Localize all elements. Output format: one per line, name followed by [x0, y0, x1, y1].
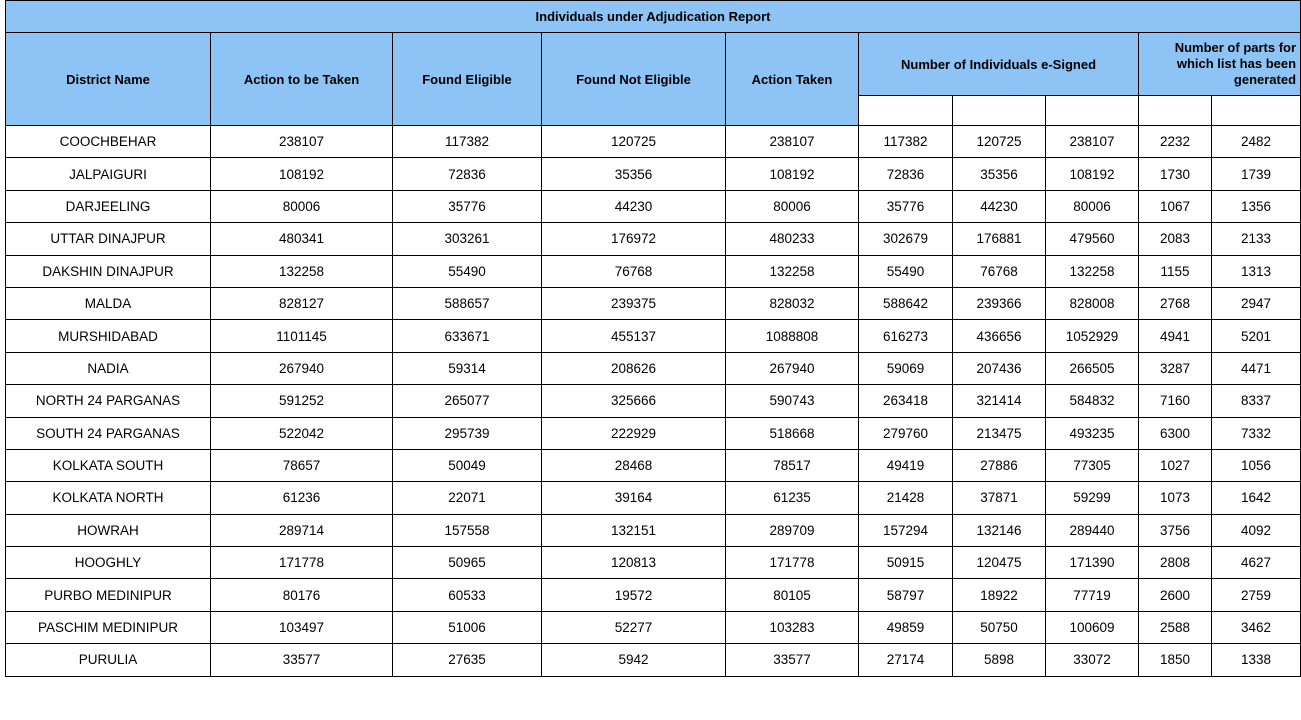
value-cell: 80006	[726, 190, 859, 222]
value-cell: 828008	[1046, 287, 1139, 319]
value-cell: 171778	[211, 547, 393, 579]
value-cell: 37871	[953, 482, 1046, 514]
value-cell: 132258	[1046, 255, 1139, 287]
value-cell: 1101145	[211, 320, 393, 352]
value-cell: 72836	[393, 158, 542, 190]
value-cell: 2232	[1139, 126, 1212, 158]
value-cell: 302679	[859, 223, 953, 255]
value-cell: 171390	[1046, 547, 1139, 579]
value-cell: 5942	[542, 644, 726, 676]
value-cell: 4941	[1139, 320, 1212, 352]
value-cell: 72836	[859, 158, 953, 190]
value-cell: 1313	[1212, 255, 1301, 287]
subheader-parts-1	[1139, 96, 1212, 126]
value-cell: 132146	[953, 514, 1046, 546]
value-cell: 108192	[211, 158, 393, 190]
value-cell: 2759	[1212, 579, 1301, 611]
header-esigned: Number of Individuals e-Signed	[859, 33, 1139, 96]
table-row	[6, 611, 1301, 643]
value-cell: 522042	[211, 417, 393, 449]
value-cell: 80006	[1046, 190, 1139, 222]
table-row	[6, 352, 1301, 384]
value-cell: 60533	[393, 579, 542, 611]
value-cell: 50049	[393, 449, 542, 481]
value-cell: 2133	[1212, 223, 1301, 255]
district-name-cell: JALPAIGURI	[6, 158, 211, 190]
table-row	[6, 320, 1301, 352]
value-cell: 222929	[542, 417, 726, 449]
value-cell: 59299	[1046, 482, 1139, 514]
value-cell: 120475	[953, 547, 1046, 579]
value-cell: 4092	[1212, 514, 1301, 546]
value-cell: 436656	[953, 320, 1046, 352]
value-cell: 52277	[542, 611, 726, 643]
value-cell: 51006	[393, 611, 542, 643]
district-name-cell: PURBO MEDINIPUR	[6, 579, 211, 611]
value-cell: 1155	[1139, 255, 1212, 287]
value-cell: 616273	[859, 320, 953, 352]
value-cell: 303261	[393, 223, 542, 255]
value-cell: 493235	[1046, 417, 1139, 449]
table-row	[6, 579, 1301, 611]
value-cell: 1739	[1212, 158, 1301, 190]
value-cell: 22071	[393, 482, 542, 514]
value-cell: 103497	[211, 611, 393, 643]
table-row	[6, 417, 1301, 449]
value-cell: 279760	[859, 417, 953, 449]
value-cell: 295739	[393, 417, 542, 449]
table-row	[6, 126, 1301, 158]
value-cell: 76768	[953, 255, 1046, 287]
subheader-esigned-1	[859, 96, 953, 126]
value-cell: 1088808	[726, 320, 859, 352]
value-cell: 50750	[953, 611, 1046, 643]
value-cell: 132151	[542, 514, 726, 546]
value-cell: 266505	[1046, 352, 1139, 384]
value-cell: 289440	[1046, 514, 1139, 546]
value-cell: 267940	[211, 352, 393, 384]
value-cell: 828032	[726, 287, 859, 319]
table-row	[6, 514, 1301, 546]
value-cell: 171778	[726, 547, 859, 579]
value-cell: 55490	[859, 255, 953, 287]
district-name-cell: NADIA	[6, 352, 211, 384]
value-cell: 3756	[1139, 514, 1212, 546]
value-cell: 325666	[542, 385, 726, 417]
value-cell: 588642	[859, 287, 953, 319]
value-cell: 19572	[542, 579, 726, 611]
value-cell: 289709	[726, 514, 859, 546]
value-cell: 455137	[542, 320, 726, 352]
value-cell: 239366	[953, 287, 1046, 319]
value-cell: 828127	[211, 287, 393, 319]
value-cell: 7332	[1212, 417, 1301, 449]
value-cell: 2808	[1139, 547, 1212, 579]
value-cell: 108192	[1046, 158, 1139, 190]
table-row	[6, 223, 1301, 255]
value-cell: 18922	[953, 579, 1046, 611]
value-cell: 4471	[1212, 352, 1301, 384]
value-cell: 21428	[859, 482, 953, 514]
report-title: Individuals under Adjudication Report	[6, 1, 1301, 33]
value-cell: 5201	[1212, 320, 1301, 352]
value-cell: 120813	[542, 547, 726, 579]
value-cell: 28468	[542, 449, 726, 481]
value-cell: 33577	[211, 644, 393, 676]
value-cell: 238107	[1046, 126, 1139, 158]
value-cell: 50915	[859, 547, 953, 579]
district-name-cell: SOUTH 24 PARGANAS	[6, 417, 211, 449]
value-cell: 6300	[1139, 417, 1212, 449]
value-cell: 176972	[542, 223, 726, 255]
value-cell: 55490	[393, 255, 542, 287]
adjudication-report	[5, 0, 1297, 677]
value-cell: 61236	[211, 482, 393, 514]
value-cell: 1356	[1212, 190, 1301, 222]
value-cell: 132258	[726, 255, 859, 287]
value-cell: 108192	[726, 158, 859, 190]
value-cell: 35356	[953, 158, 1046, 190]
value-cell: 120725	[953, 126, 1046, 158]
value-cell: 157558	[393, 514, 542, 546]
value-cell: 1642	[1212, 482, 1301, 514]
value-cell: 238107	[211, 126, 393, 158]
value-cell: 1067	[1139, 190, 1212, 222]
value-cell: 117382	[859, 126, 953, 158]
value-cell: 590743	[726, 385, 859, 417]
report-table	[5, 0, 1301, 677]
value-cell: 1073	[1139, 482, 1212, 514]
value-cell: 120725	[542, 126, 726, 158]
header-action-to-be-taken: Action to be Taken	[211, 33, 393, 126]
district-name-cell: PURULIA	[6, 644, 211, 676]
value-cell: 588657	[393, 287, 542, 319]
value-cell: 132258	[211, 255, 393, 287]
value-cell: 2768	[1139, 287, 1212, 319]
value-cell: 591252	[211, 385, 393, 417]
value-cell: 1850	[1139, 644, 1212, 676]
table-row	[6, 158, 1301, 190]
district-name-cell: PASCHIM MEDINIPUR	[6, 611, 211, 643]
value-cell: 35356	[542, 158, 726, 190]
value-cell: 3462	[1212, 611, 1301, 643]
value-cell: 176881	[953, 223, 1046, 255]
value-cell: 2600	[1139, 579, 1212, 611]
value-cell: 321414	[953, 385, 1046, 417]
header-found-eligible: Found Eligible	[393, 33, 542, 126]
value-cell: 78657	[211, 449, 393, 481]
table-row	[6, 449, 1301, 481]
value-cell: 59314	[393, 352, 542, 384]
district-name-cell: DARJEELING	[6, 190, 211, 222]
value-cell: 117382	[393, 126, 542, 158]
value-cell: 77719	[1046, 579, 1139, 611]
value-cell: 80176	[211, 579, 393, 611]
district-name-cell: MURSHIDABAD	[6, 320, 211, 352]
value-cell: 267940	[726, 352, 859, 384]
value-cell: 49859	[859, 611, 953, 643]
value-cell: 35776	[859, 190, 953, 222]
district-name-cell: COOCHBEHAR	[6, 126, 211, 158]
header-found-not-eligible: Found Not Eligible	[542, 33, 726, 126]
value-cell: 27886	[953, 449, 1046, 481]
value-cell: 265077	[393, 385, 542, 417]
value-cell: 2588	[1139, 611, 1212, 643]
value-cell: 289714	[211, 514, 393, 546]
value-cell: 4627	[1212, 547, 1301, 579]
value-cell: 2083	[1139, 223, 1212, 255]
value-cell: 49419	[859, 449, 953, 481]
value-cell: 58797	[859, 579, 953, 611]
value-cell: 80006	[211, 190, 393, 222]
value-cell: 7160	[1139, 385, 1212, 417]
value-cell: 518668	[726, 417, 859, 449]
value-cell: 2482	[1212, 126, 1301, 158]
value-cell: 39164	[542, 482, 726, 514]
subheader-parts-2	[1212, 96, 1301, 126]
table-row	[6, 547, 1301, 579]
value-cell: 44230	[953, 190, 1046, 222]
value-cell: 27635	[393, 644, 542, 676]
subheader-esigned-2	[953, 96, 1046, 126]
value-cell: 213475	[953, 417, 1046, 449]
value-cell: 633671	[393, 320, 542, 352]
district-name-cell: UTTAR DINAJPUR	[6, 223, 211, 255]
value-cell: 8337	[1212, 385, 1301, 417]
value-cell: 584832	[1046, 385, 1139, 417]
value-cell: 1056	[1212, 449, 1301, 481]
value-cell: 238107	[726, 126, 859, 158]
table-row	[6, 287, 1301, 319]
value-cell: 480233	[726, 223, 859, 255]
district-name-cell: NORTH 24 PARGANAS	[6, 385, 211, 417]
value-cell: 3287	[1139, 352, 1212, 384]
value-cell: 59069	[859, 352, 953, 384]
subheader-esigned-3	[1046, 96, 1139, 126]
table-row	[6, 385, 1301, 417]
value-cell: 2947	[1212, 287, 1301, 319]
value-cell: 77305	[1046, 449, 1139, 481]
value-cell: 78517	[726, 449, 859, 481]
value-cell: 1338	[1212, 644, 1301, 676]
table-row	[6, 190, 1301, 222]
value-cell: 207436	[953, 352, 1046, 384]
value-cell: 100609	[1046, 611, 1139, 643]
value-cell: 76768	[542, 255, 726, 287]
district-name-cell: DAKSHIN DINAJPUR	[6, 255, 211, 287]
value-cell: 33577	[726, 644, 859, 676]
value-cell: 61235	[726, 482, 859, 514]
value-cell: 27174	[859, 644, 953, 676]
value-cell: 5898	[953, 644, 1046, 676]
header-action-taken: Action Taken	[726, 33, 859, 126]
value-cell: 263418	[859, 385, 953, 417]
header-district-name: District Name	[6, 33, 211, 126]
table-row	[6, 255, 1301, 287]
value-cell: 50965	[393, 547, 542, 579]
district-name-cell: KOLKATA SOUTH	[6, 449, 211, 481]
value-cell: 208626	[542, 352, 726, 384]
value-cell: 33072	[1046, 644, 1139, 676]
value-cell: 44230	[542, 190, 726, 222]
value-cell: 103283	[726, 611, 859, 643]
value-cell: 80105	[726, 579, 859, 611]
value-cell: 157294	[859, 514, 953, 546]
district-name-cell: HOOGHLY	[6, 547, 211, 579]
district-name-cell: MALDA	[6, 287, 211, 319]
district-name-cell: HOWRAH	[6, 514, 211, 546]
district-name-cell: KOLKATA NORTH	[6, 482, 211, 514]
header-parts-generated: Number of parts for which list has been generated	[1139, 33, 1301, 96]
report-body	[6, 126, 1301, 677]
value-cell: 479560	[1046, 223, 1139, 255]
table-row	[6, 644, 1301, 676]
value-cell: 480341	[211, 223, 393, 255]
value-cell: 1027	[1139, 449, 1212, 481]
table-row	[6, 482, 1301, 514]
value-cell: 1730	[1139, 158, 1212, 190]
value-cell: 1052929	[1046, 320, 1139, 352]
value-cell: 239375	[542, 287, 726, 319]
value-cell: 35776	[393, 190, 542, 222]
